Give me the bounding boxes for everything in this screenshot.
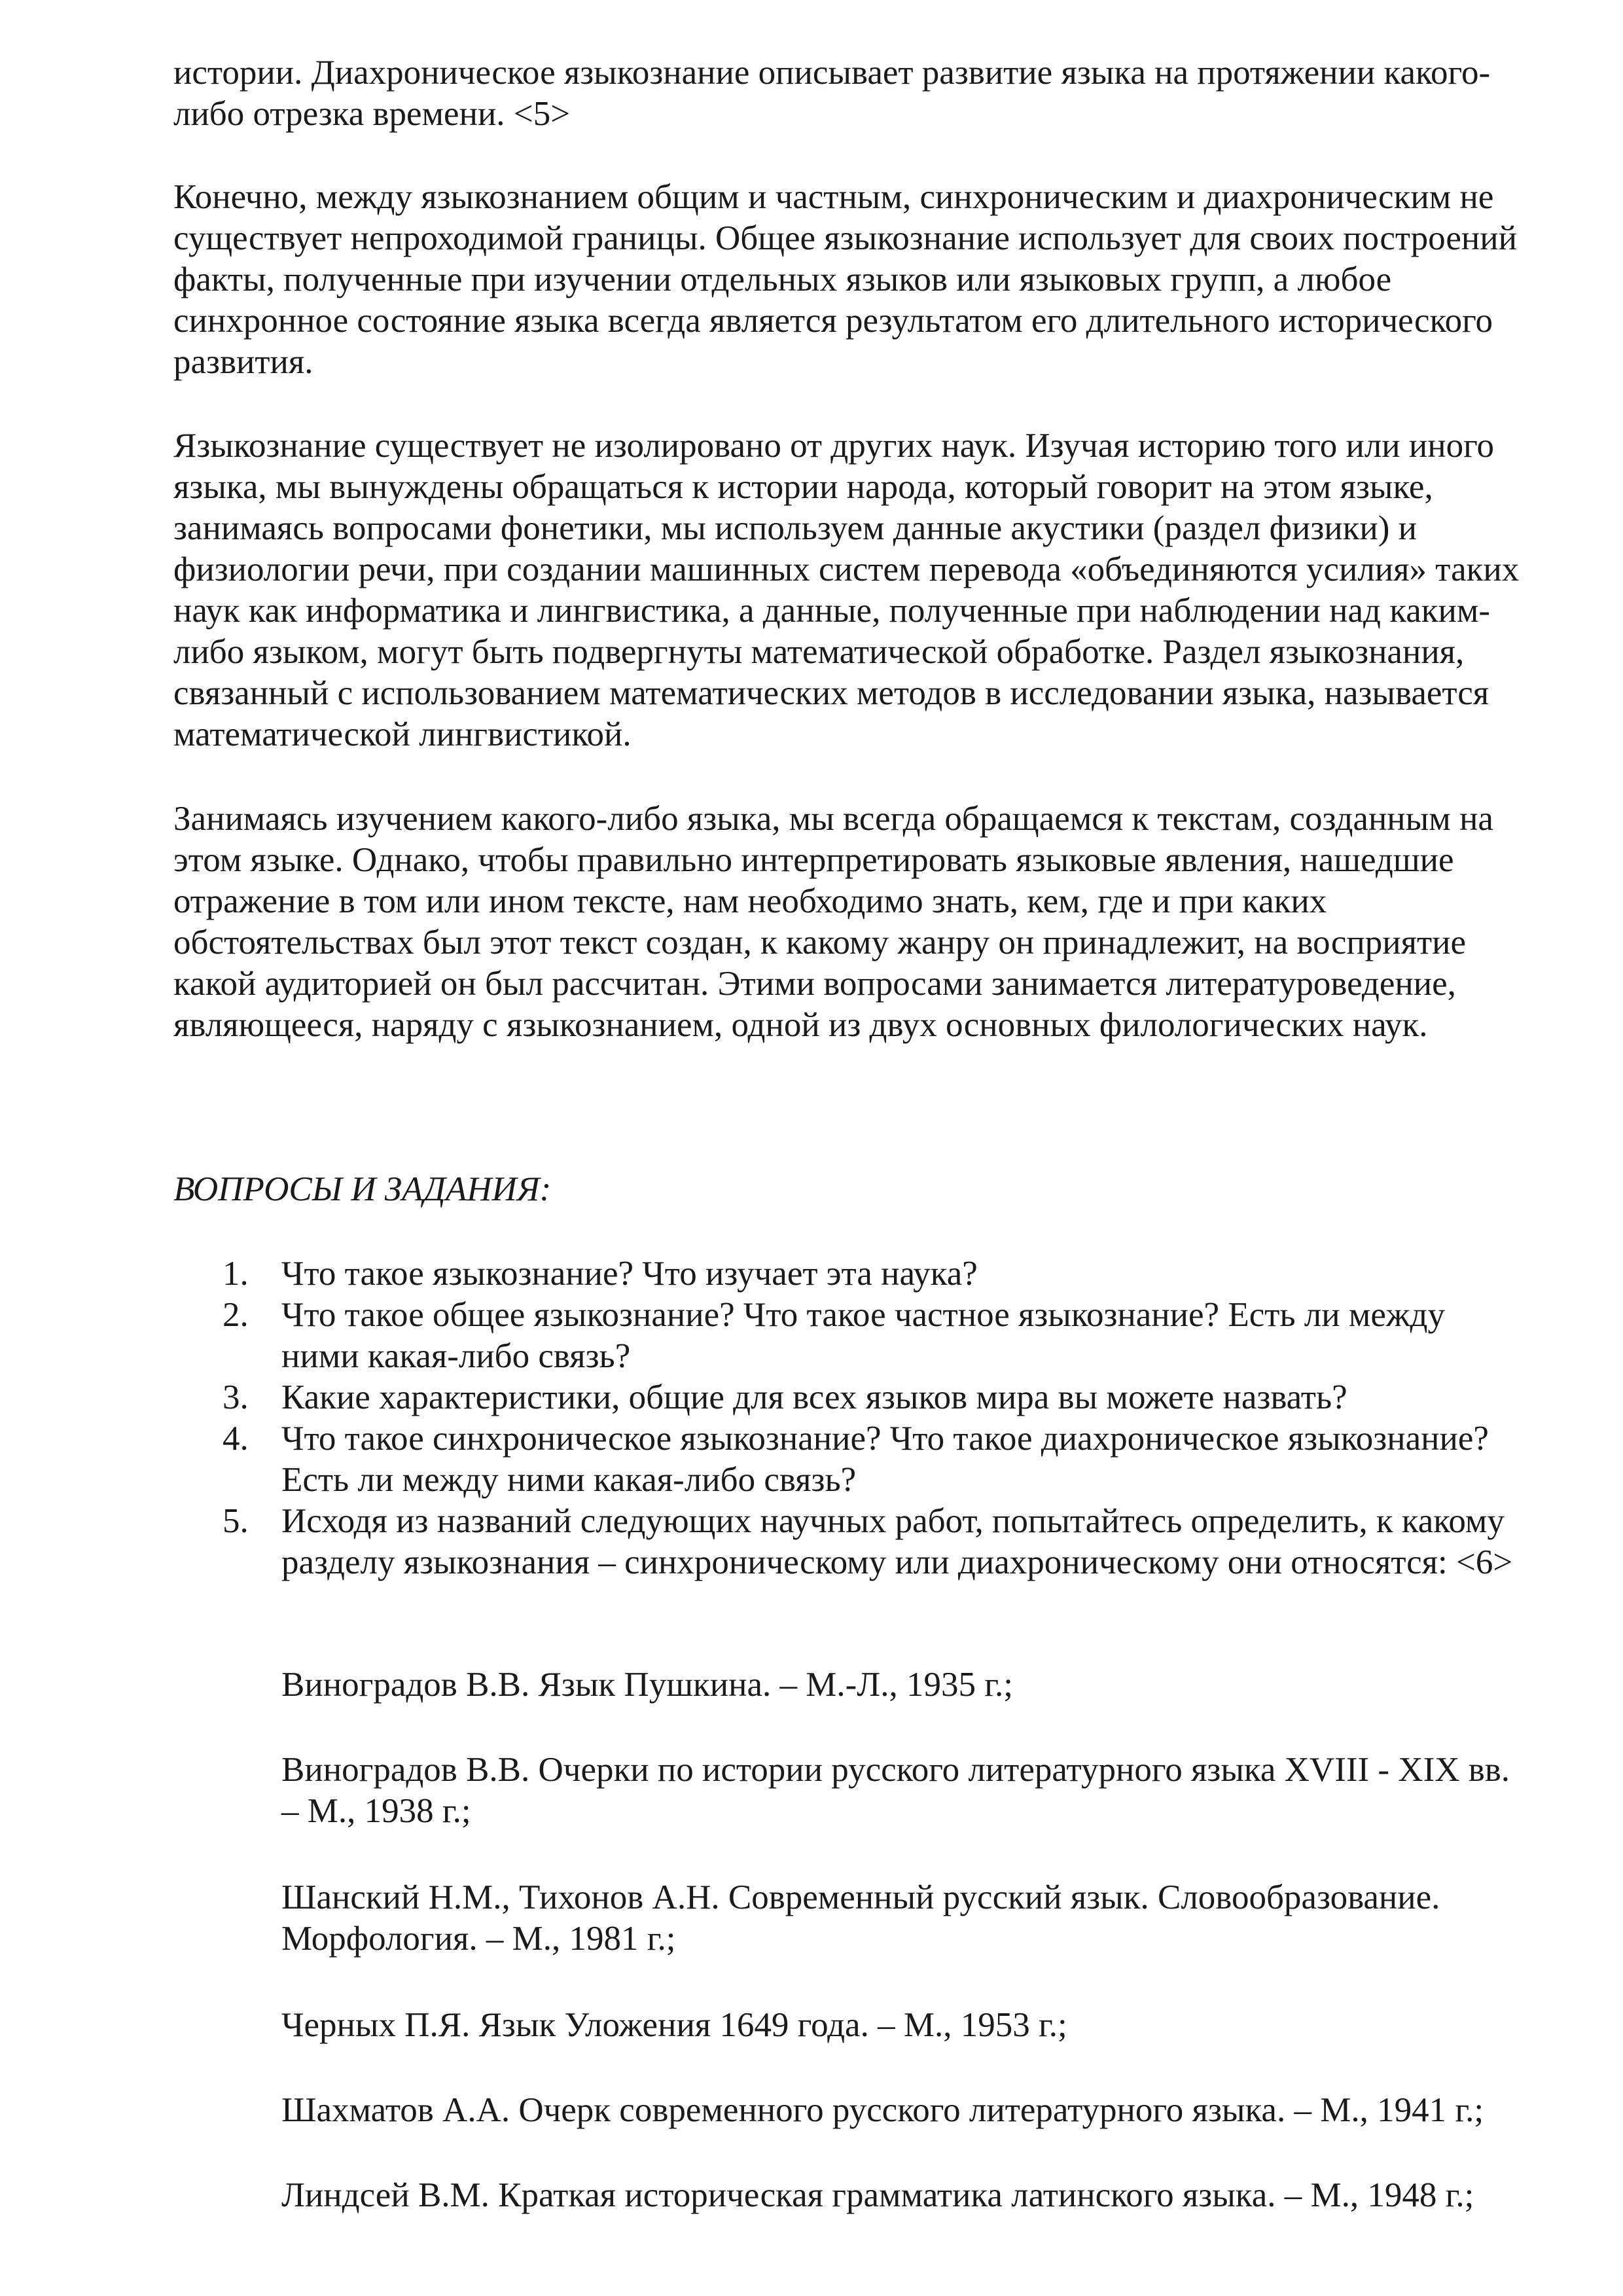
question-line: Что такое синхроническое языкознание? Что такое диахроническое языкознание? (281, 1420, 1489, 1458)
reference-item (281, 2005, 1067, 2046)
text-line: языка, мы вынуждены обращаться к истории народа, который говорит на этом языке, (173, 468, 1433, 506)
question-line: Какие характеристики, общие для всех языков мира вы можете назвать? (281, 1378, 1347, 1416)
question-line: ними какая-либо связь? (281, 1337, 631, 1375)
questions-list (0, 1253, 1623, 1583)
text-line: факты, полученные при изучении отдельных языков или языковых групп, а любое (173, 260, 1392, 298)
reference-line: Шанский Н.М., Тихонов А.Н. Современный русский язык. Словообразование. (281, 1878, 1440, 1916)
text-line: Занимаясь изучением какого-либо языка, мы всегда обращаемся к текстам, созданным на (173, 800, 1493, 838)
text-line: этом языке. Однако, чтобы правильно интерпретировать языковые явления, нашедшие (173, 841, 1454, 879)
text-line: либо отрезка времени. <5> (173, 95, 571, 133)
reference-line: Шахматов А.А. Очерк современного русского литературного языка. – М., 1941 г.; (281, 2091, 1484, 2129)
question-number: 1. (223, 1255, 249, 1293)
reference-item (281, 1664, 1013, 1706)
text-line: обстоятельствах был этот текст создан, к какому жанру он принадлежит, на восприятие (173, 924, 1467, 961)
question-number: 4. (223, 1420, 249, 1458)
reference-item (281, 1749, 1510, 1832)
question-item (0, 1295, 1623, 1377)
question-number: 3. (223, 1378, 249, 1416)
text-line: истории. Диахроническое языкознание описывает развитие языка на протяжении какого- (173, 54, 1491, 92)
text-line: существует непроходимой границы. Общее языкознание использует для своих построений (173, 219, 1517, 257)
text-line: какой аудиторией он был рассчитан. Этими вопросами занимается литературоведение, (173, 965, 1456, 1003)
reference-item (281, 1877, 1440, 1960)
reference-line: Виноградов В.В. Очерки по истории русского литературного языка XVIII - XIX вв. (281, 1751, 1510, 1789)
reference-line: Виноградов В.В. Язык Пушкина. – М.-Л., 1935 г.; (281, 1666, 1013, 1704)
text-line: Конечно, между языкознанием общим и частным, синхроническим и диахроническим не (173, 178, 1494, 216)
paragraph-4 (173, 798, 1584, 1046)
reference-line: – М., 1938 г.; (281, 1792, 471, 1830)
text-line: связанный с использованием математических методов в исследовании языка, называется (173, 674, 1489, 712)
paragraph-3 (173, 425, 1584, 755)
paragraph-1 (173, 52, 1584, 135)
text-line: являющееся, наряду с языкознанием, одной из двух основных филологических наук. (173, 1006, 1428, 1044)
question-line: Что такое языкознание? Что изучает эта наука? (281, 1255, 978, 1293)
text-line: физиологии речи, при создании машинных систем перевода «объединяются усилия» таких (173, 550, 1520, 588)
question-number: 5. (223, 1502, 249, 1540)
question-number: 2. (223, 1296, 249, 1334)
question-line: Есть ли между ними какая-либо связь? (281, 1461, 857, 1499)
text-line: математической лингвистикой. (173, 715, 632, 753)
reference-line: Линдсей В.М. Краткая историческая грамматика латинского языка. – М., 1948 г.; (281, 2176, 1474, 2214)
questions-heading: ВОПРОСЫ И ЗАДАНИЯ: (173, 1170, 552, 1208)
question-line: разделу языкознания – синхроническому или диахроническому они относятся: <6> (281, 1543, 1513, 1581)
question-line: Что такое общее языкознание? Что такое частное языкознание? Есть ли между (281, 1296, 1446, 1334)
question-line: Исходя из названий следующих научных работ, попытайтесь определить, к какому (281, 1502, 1505, 1540)
text-line: либо языком, могут быть подвергнуты математической обработке. Раздел языкознания, (173, 633, 1465, 671)
question-item (0, 1253, 1623, 1295)
reference-item (281, 2090, 1484, 2131)
reference-item (281, 2175, 1474, 2216)
text-line: отражение в том или ином тексте, нам необходимо знать, кем, где и при каких (173, 882, 1327, 920)
text-line: наук как информатика и лингвистика, а данные, полученные при наблюдении над каким- (173, 592, 1491, 630)
question-item (0, 1377, 1623, 1418)
text-line: Языкознание существует не изолировано от других наук. Изучая историю того или иного (173, 427, 1495, 465)
text-line: занимаясь вопросами фонетики, мы используем данные акустики (раздел физики) и (173, 509, 1418, 547)
text-line: синхронное состояние языка всегда является результатом его длительного исторического (173, 302, 1493, 340)
reference-line: Черных П.Я. Язык Уложения 1649 года. – М., 1953 г.; (281, 2006, 1067, 2044)
question-item (0, 1418, 1623, 1501)
question-item (0, 1501, 1623, 1583)
paragraph-2 (173, 177, 1584, 383)
text-line: развития. (173, 343, 313, 381)
reference-line: Морфология. – М., 1981 г.; (281, 1920, 676, 1958)
